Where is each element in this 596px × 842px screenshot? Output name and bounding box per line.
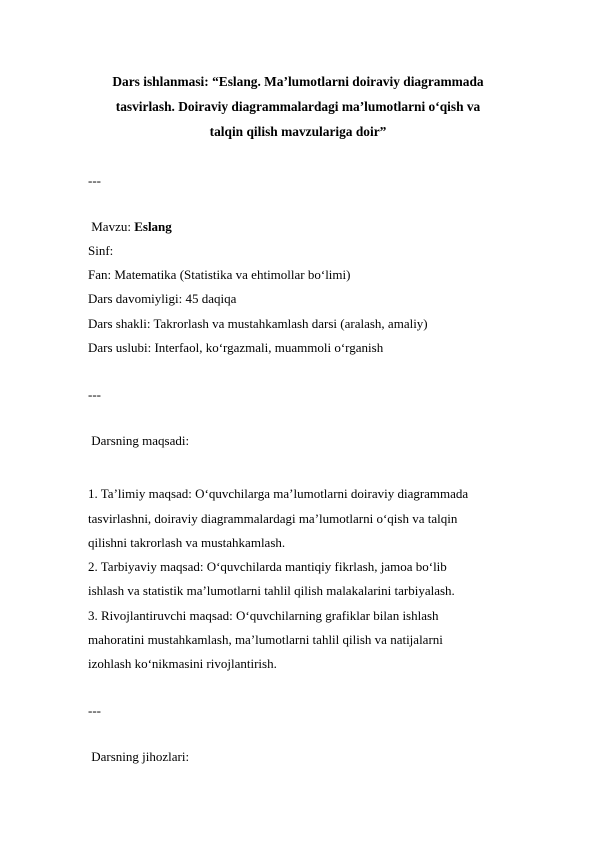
separator-1: ---	[88, 173, 101, 188]
davomiylik-line: Dars davomiyligi: 45 daqiqa	[88, 291, 237, 306]
title-line-1: Dars ishlanmasi: “Eslang. Ma’lumotlarni doiraviy diagrammada	[112, 74, 484, 89]
maqsad-line-4: 2. Tarbiyaviy maqsad: O‘quvchilarda mantiqiy fikrlash, jamoa bo‘lib	[88, 559, 447, 574]
maqsad-line-1: 1. Ta’limiy maqsad: O‘quvchilarga ma’lumotlarni doiraviy diagrammada	[88, 486, 469, 501]
document-title	[60, 69, 536, 144]
uslub-line: Dars uslubi: Interfaol, ko‘rgazmali, muammoli o‘rganish	[88, 340, 384, 355]
maqsad-heading: Darsning maqsadi:	[88, 433, 190, 448]
maqsad-line-6: 3. Rivojlantiruvchi maqsad: O‘quvchilarning grafiklar bilan ishlash	[88, 608, 439, 623]
maqsad-line-2: tasvirlashni, doiraviy diagrammalardagi ma’lumotlarni o‘qish va talqin	[88, 511, 458, 526]
sinf-line: Sinf:	[88, 243, 114, 258]
fan-line: Fan: Matematika (Statistika va ehtimollar bo‘limi)	[88, 267, 351, 282]
maqsad-line-8: izohlash ko‘nikmasini rivojlantirish.	[88, 656, 277, 671]
title-line-2: tasvirlash. Doiraviy diagrammalardagi ma’lumotlarni o‘qish va	[115, 99, 481, 114]
separator-3: ---	[88, 703, 101, 718]
maqsad-line-3: qilishni takrorlash va mustahkamlash.	[88, 535, 286, 550]
shakl-line: Dars shakli: Takrorlash va mustahkamlash darsi (aralash, amaliy)	[88, 316, 428, 331]
title-line-3: talqin qilish mavzulariga doir”	[209, 124, 387, 139]
mavzu-line	[88, 219, 172, 235]
separator-2: ---	[88, 387, 101, 402]
maqsad-line-7: mahoratini mustahkamlash, ma’lumotlarni tahlil qilish va natijalarni	[88, 632, 443, 647]
mavzu-label: Mavzu:	[88, 219, 135, 234]
mavzu-value: Eslang	[134, 219, 172, 234]
maqsad-line-5: ishlash va statistik ma’lumotlarni tahlil qilish malakalarini tarbiyalash.	[88, 583, 455, 598]
jihozlar-heading: Darsning jihozlari:	[88, 749, 190, 764]
